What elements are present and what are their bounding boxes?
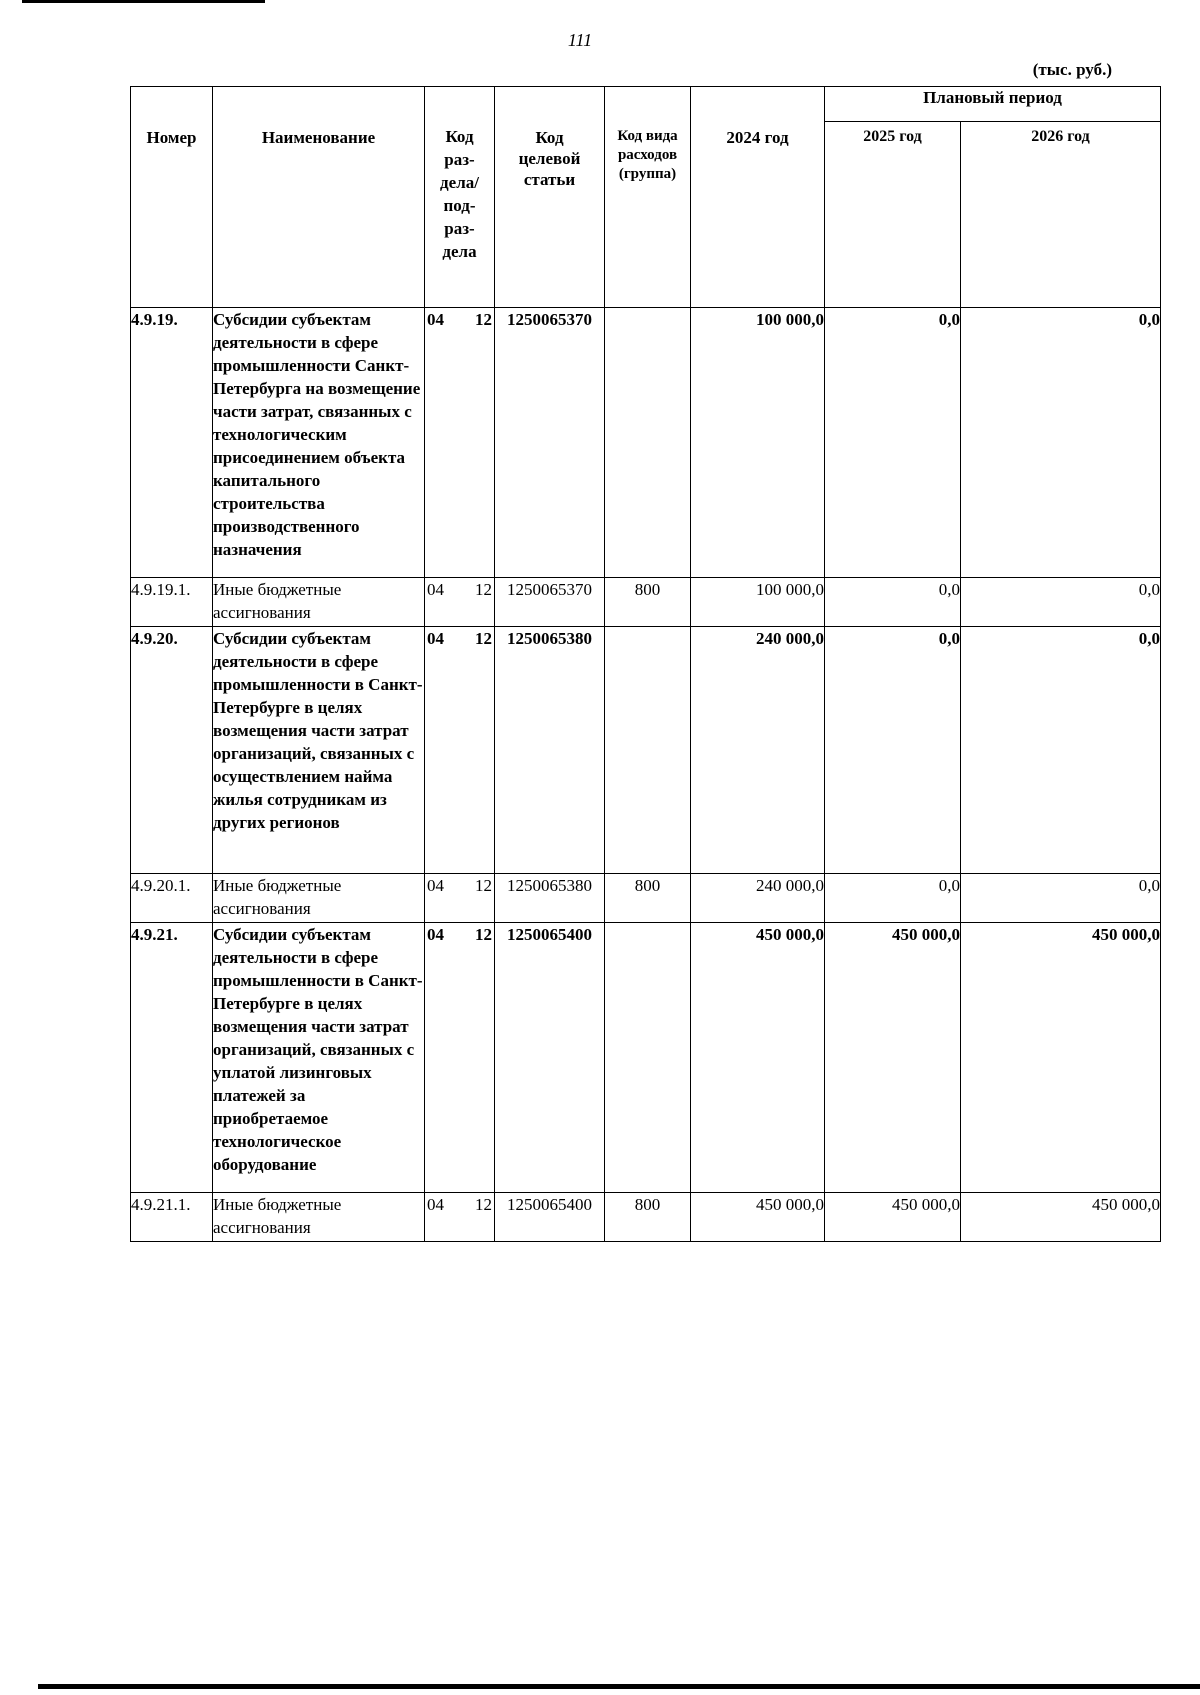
row-2026: 0,0 [961,578,1161,627]
row-razdel [425,578,495,627]
header-plan-period: Плановый период [825,87,1161,122]
header-vid-line: (группа) [618,166,677,182]
row-2025: 0,0 [825,308,961,578]
row-2025: 0,0 [825,874,961,923]
row-2025: 450 000,0 [825,923,961,1193]
header-name: Наименование [213,87,425,308]
header-razdel-line: под- [443,196,476,215]
units-label: (тыс. руб.) [1032,60,1112,79]
row-name: Иные бюджетные ассигнования [213,578,425,627]
header-razdel-line: Код [445,127,474,146]
row-name: Иные бюджетные ассигнования [213,874,425,923]
row-celevaya: 1250065370 [495,578,605,627]
row-vid: 800 [605,578,691,627]
row-number: 4.9.20.1. [131,874,213,923]
row-celevaya: 1250065400 [495,923,605,1193]
row-2025: 450 000,0 [825,1193,961,1242]
row-name: Иные бюджетные ассигнования [213,1193,425,1242]
row-razdel-code: 04 [427,876,444,895]
bottom-rule [38,1684,1200,1689]
header-2026: 2026 год [961,122,1161,308]
row-podrazdel-code: 12 [475,876,492,895]
header-vid-line: Код вида [617,128,678,144]
row-2026: 450 000,0 [961,1193,1161,1242]
row-podrazdel-code: 12 [475,629,492,648]
row-number: 4.9.21. [131,923,213,1193]
row-celevaya: 1250065380 [495,627,605,874]
row-razdel [425,308,495,578]
row-2026: 450 000,0 [961,923,1161,1193]
row-name: Субсидии субъектам деятельности в сфере промышленности в Санкт-Петербурге в целях возмещения части затрат организаций, связанных с уплатой лизинговых платежей за приобретаемое технологическое оборудование [213,923,425,1193]
table-row [131,874,1161,923]
header-2025: 2025 год [825,122,961,308]
table-row [131,923,1161,1193]
row-2025: 0,0 [825,627,961,874]
row-2026: 0,0 [961,874,1161,923]
header-celevaya [495,87,605,308]
row-name: Субсидии субъектам деятельности в сфере промышленности Санкт-Петербурга на возмещение части затрат, связанных с технологическим присоединением объекта капитального строительства производственного назначения [213,308,425,578]
header-2024: 2024 год [691,87,825,308]
budget-table [130,86,1161,1242]
row-number: 4.9.21.1. [131,1193,213,1242]
row-podrazdel-code: 12 [475,925,492,944]
header-razdel-line: раз- [444,150,475,169]
row-vid: 800 [605,874,691,923]
header-number: Номер [131,87,213,308]
row-razdel [425,1193,495,1242]
row-razdel-code: 04 [427,580,444,599]
table-row [131,627,1161,874]
row-razdel [425,923,495,1193]
row-number: 4.9.20. [131,627,213,874]
row-podrazdel-code: 12 [475,580,492,599]
row-celevaya: 1250065370 [495,308,605,578]
header-vid-line: расходов [617,147,678,163]
row-2024: 240 000,0 [691,627,825,874]
header-razdel-line: дела/ [440,173,479,192]
row-2024: 450 000,0 [691,923,825,1193]
row-razdel [425,627,495,874]
row-razdel-code: 04 [427,310,444,329]
row-vid [605,308,691,578]
row-razdel-code: 04 [427,925,444,944]
table-row [131,1193,1161,1242]
row-2026: 0,0 [961,308,1161,578]
row-number: 4.9.19.1. [131,578,213,627]
row-number: 4.9.19. [131,308,213,578]
row-razdel-code: 04 [427,1195,444,1214]
row-name: Субсидии субъектам деятельности в сфере промышленности в Санкт-Петербурге в целях возмещения части затрат организаций, связанных с осуществлением найма жилья сотрудникам из других регионов [213,627,425,874]
row-vid [605,923,691,1193]
row-vid: 800 [605,1193,691,1242]
row-razdel-code: 04 [427,629,444,648]
row-celevaya: 1250065380 [495,874,605,923]
row-podrazdel-code: 12 [475,1195,492,1214]
row-2024: 450 000,0 [691,1193,825,1242]
table-row [131,578,1161,627]
header-celevaya-line: Код [535,128,564,147]
header-razdel-line: дела [442,242,477,261]
row-2026: 0,0 [961,627,1161,874]
top-rule [22,0,265,3]
page-number: 111 [567,30,593,50]
row-2024: 100 000,0 [691,308,825,578]
header-celevaya-line: целевой [518,149,581,168]
row-2025: 0,0 [825,578,961,627]
row-2024: 100 000,0 [691,578,825,627]
header-celevaya-line: статьи [523,170,576,189]
row-vid [605,627,691,874]
row-razdel [425,874,495,923]
header-razdel [425,87,495,308]
table-header-row [131,87,1161,122]
table-row [131,308,1161,578]
row-podrazdel-code: 12 [475,310,492,329]
header-vid [605,87,691,308]
row-celevaya: 1250065400 [495,1193,605,1242]
row-2024: 240 000,0 [691,874,825,923]
header-razdel-line: раз- [444,219,475,238]
